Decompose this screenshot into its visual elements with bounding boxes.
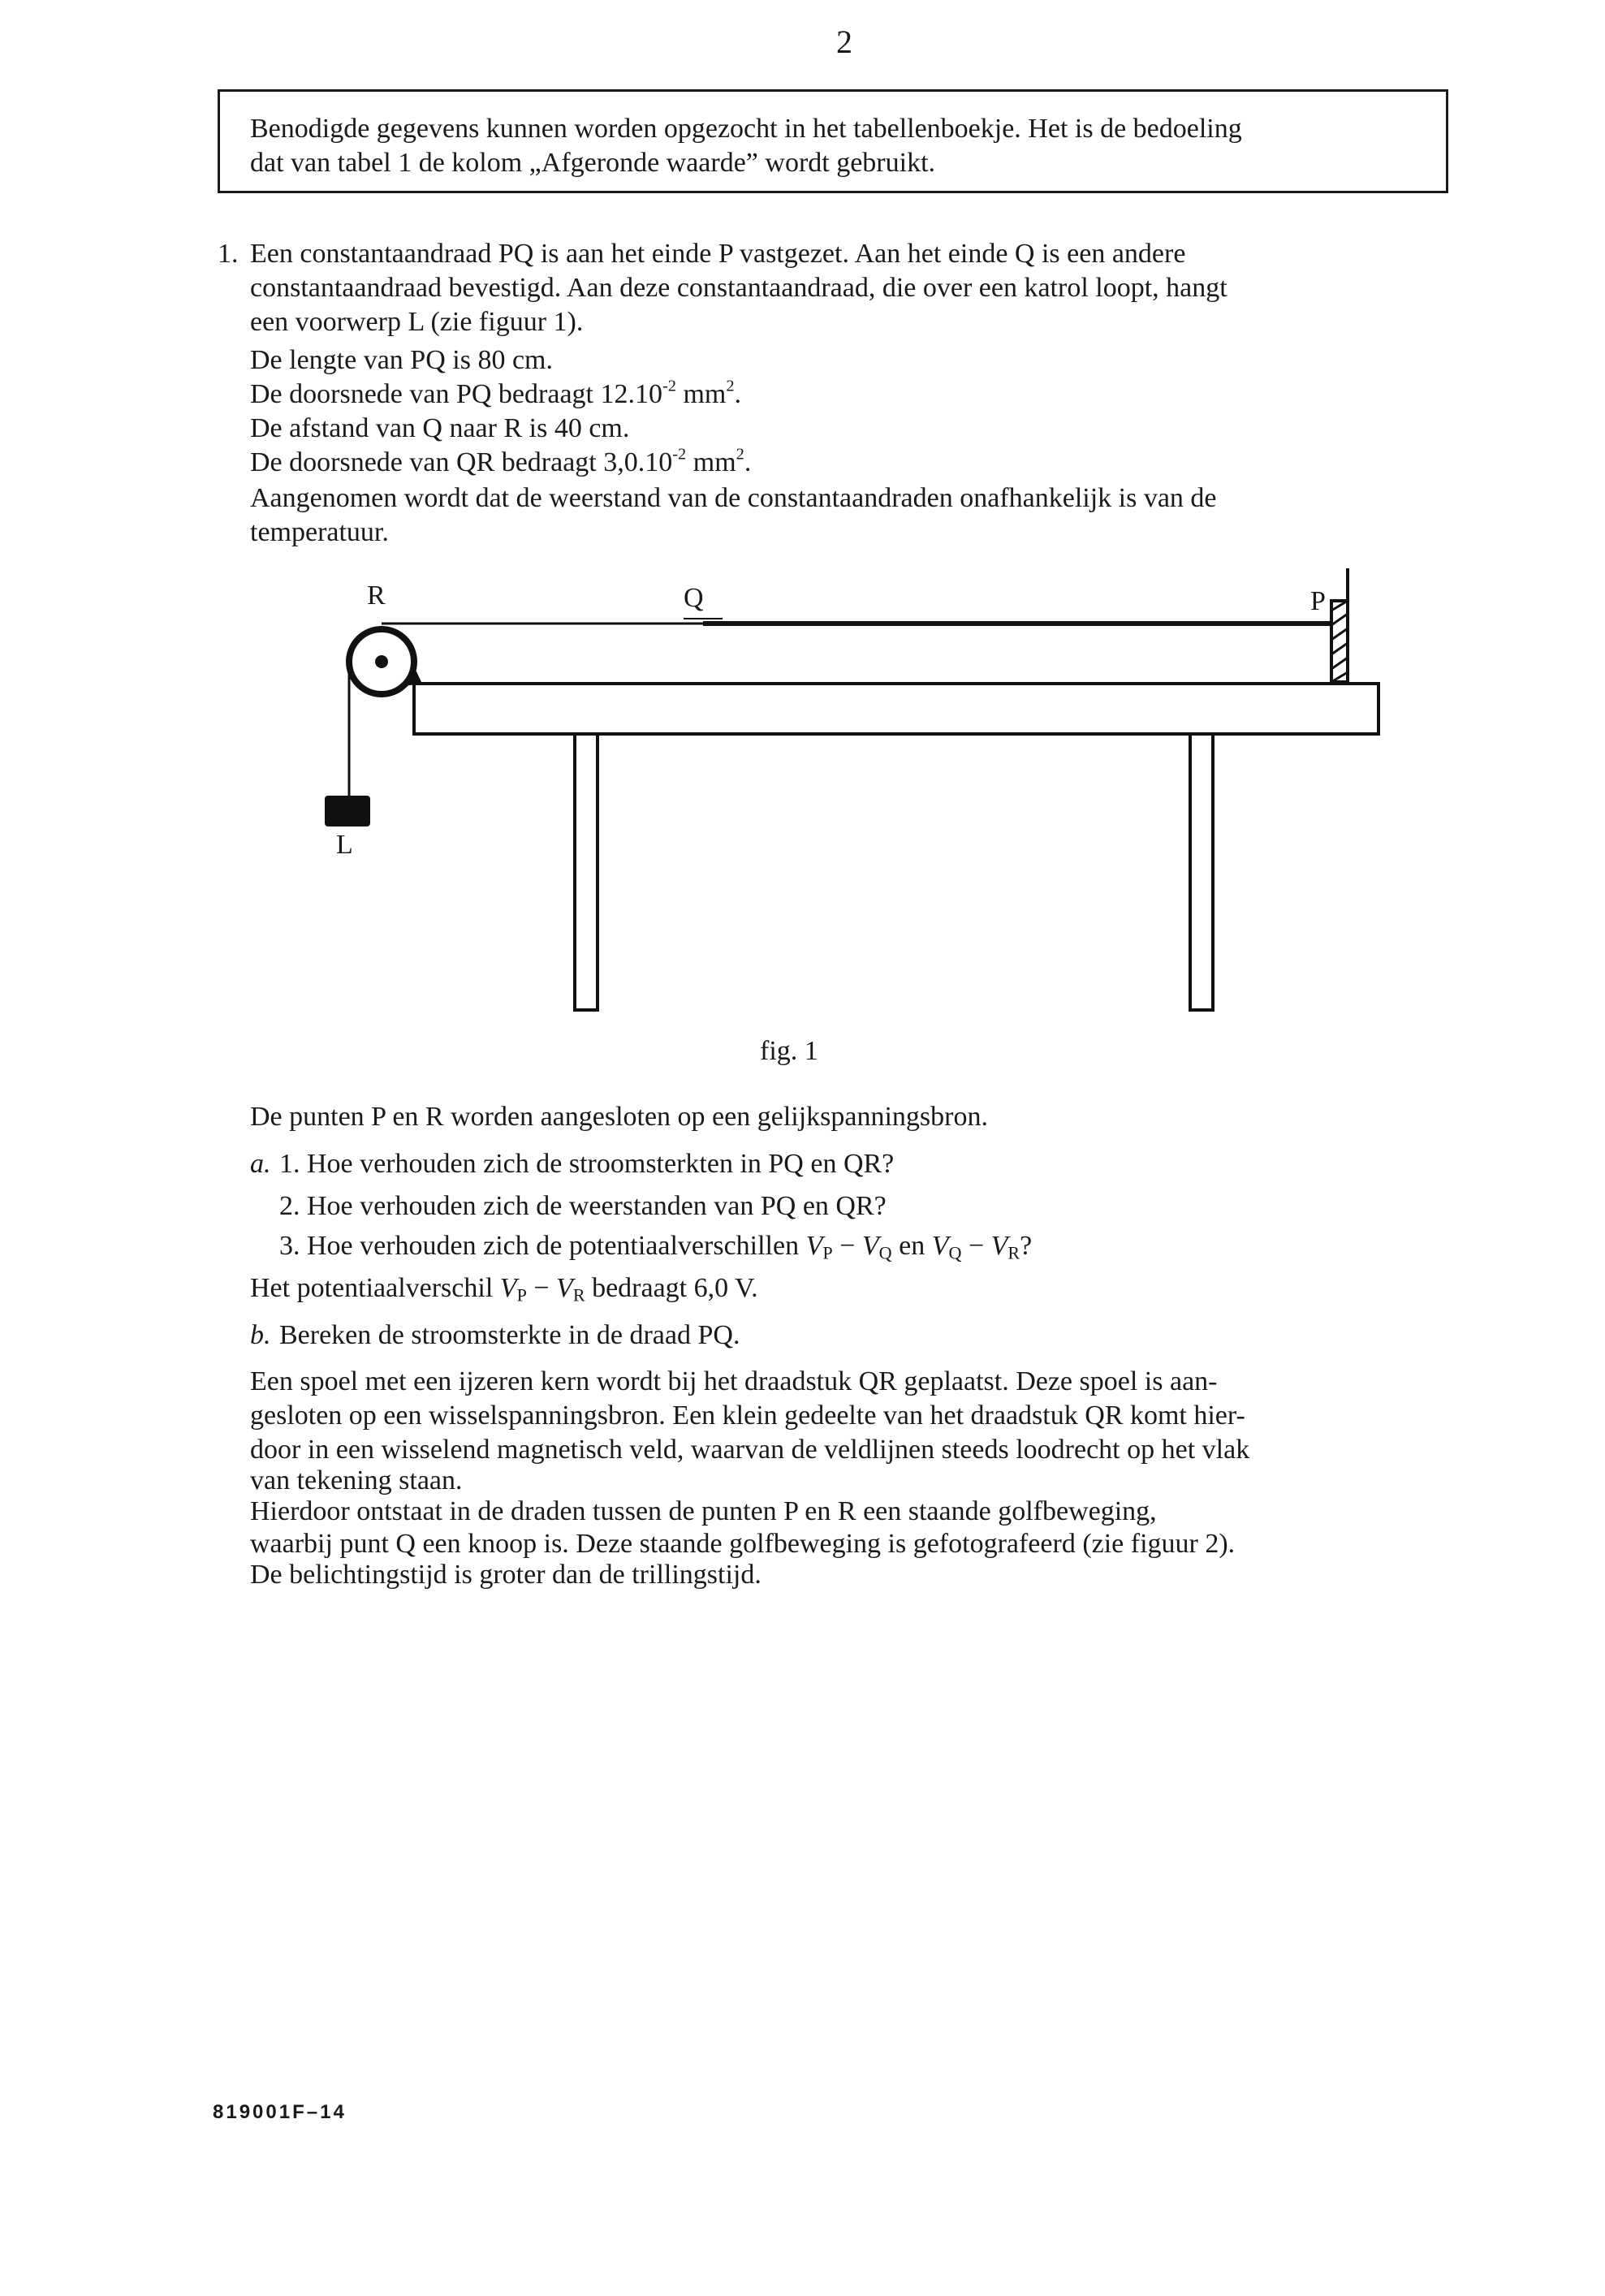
table-leg-left bbox=[575, 734, 598, 1010]
notice-line-2: dat van tabel 1 de kolom „Afgeronde waarde” wordt gebruikt. bbox=[250, 148, 936, 178]
continuation-line-7: De belichtingstijd is groter dan de trillingstijd. bbox=[250, 1560, 762, 1590]
wall-bracket bbox=[1331, 601, 1348, 682]
notice-line-1: Benodigde gegevens kunnen worden opgezocht in het tabellenboekje. Het is de bedoeling bbox=[250, 114, 1242, 144]
part-a-question-2: 2. Hoe verhouden zich de weerstanden van PQ en QR? bbox=[279, 1191, 887, 1221]
potential-difference: Het potentiaalverschil $V_P - V_R$ bedraagt 6,0 V. bbox=[250, 1273, 758, 1306]
part-a-question-3: 3. Hoe verhouden zich de potentiaalverschillen $V_P - V_Q$ en $V_Q - V_R$? bbox=[279, 1231, 1033, 1263]
table-leg-right bbox=[1190, 734, 1213, 1010]
continuation-line-1: Een spoel met een ijzeren kern wordt bij het draadstuk QR geplaatst. Deze spoel is aan- bbox=[250, 1366, 1218, 1396]
continuation-line-3: door in een wisselend magnetisch veld, waarvan de veldlijnen steeds loodrecht op het vlak bbox=[250, 1435, 1250, 1465]
q1-intro-line-2: constantaandraad bevestigd. Aan deze constantaandraad, die over een katrol loopt, hangt bbox=[250, 273, 1227, 303]
figure-label-l: L bbox=[336, 830, 353, 860]
figure-label-r: R bbox=[367, 580, 386, 611]
continuation-line-2: gesloten op een wisselspanningsbron. Een klein gedeelte van het draadstuk QR komt hier- bbox=[250, 1400, 1245, 1431]
length-pq: De lengte van PQ is 80 cm. bbox=[250, 345, 553, 375]
footer-code: 819001F–14 bbox=[213, 2101, 347, 2123]
page-number: 2 bbox=[836, 24, 852, 60]
part-b-letter: b. bbox=[250, 1320, 271, 1350]
q1-intro-line-1: Een constantaandraad PQ is aan het einde P vastgezet. Aan het einde Q is een andere bbox=[250, 239, 1186, 269]
assumption-line-1: Aangenomen wordt dat de weerstand van de constantaandraden onafhankelijk is van de bbox=[250, 483, 1217, 513]
area-qr: De doorsnede van QR bedraagt $3,0.10^{-2}$ $mm^2$. bbox=[250, 445, 752, 477]
weight-l bbox=[325, 796, 370, 826]
part-a-intro: De punten P en R worden aangesloten op een gelijkspanningsbron. bbox=[250, 1102, 988, 1132]
continuation-line-4: van tekening staan. bbox=[250, 1465, 463, 1495]
continuation-line-6: waarbij punt Q een knoop is. Deze staande golfbeweging is gefotografeerd (zie figuur 2). bbox=[250, 1529, 1236, 1559]
part-a-question-1: 1. Hoe verhouden zich de stroomsterkten in PQ en QR? bbox=[279, 1149, 895, 1179]
distance-qr: De afstand van Q naar R is 40 cm. bbox=[250, 413, 630, 443]
figure-label-p: P bbox=[1310, 586, 1326, 616]
area-pq: De doorsnede van PQ bedraagt $12.10^{-2}$ $mm^2$. bbox=[250, 377, 742, 409]
figure-caption: fig. 1 bbox=[760, 1036, 818, 1066]
q1-intro-line-3: een voorwerp L (zie figuur 1). bbox=[250, 307, 584, 337]
question-number: 1. bbox=[218, 239, 239, 269]
continuation-line-5: Hierdoor ontstaat in de draden tussen de punten P en R een staande golfbeweging, bbox=[250, 1496, 1157, 1526]
assumption-line-2: temperatuur. bbox=[250, 517, 389, 547]
figure-label-q: Q bbox=[684, 583, 704, 613]
figure-1-diagram bbox=[0, 0, 1605, 1055]
part-b-question: Bereken de stroomsterkte in de draad PQ. bbox=[279, 1320, 740, 1350]
table-top bbox=[414, 684, 1378, 734]
part-a-letter: a. bbox=[250, 1149, 271, 1179]
